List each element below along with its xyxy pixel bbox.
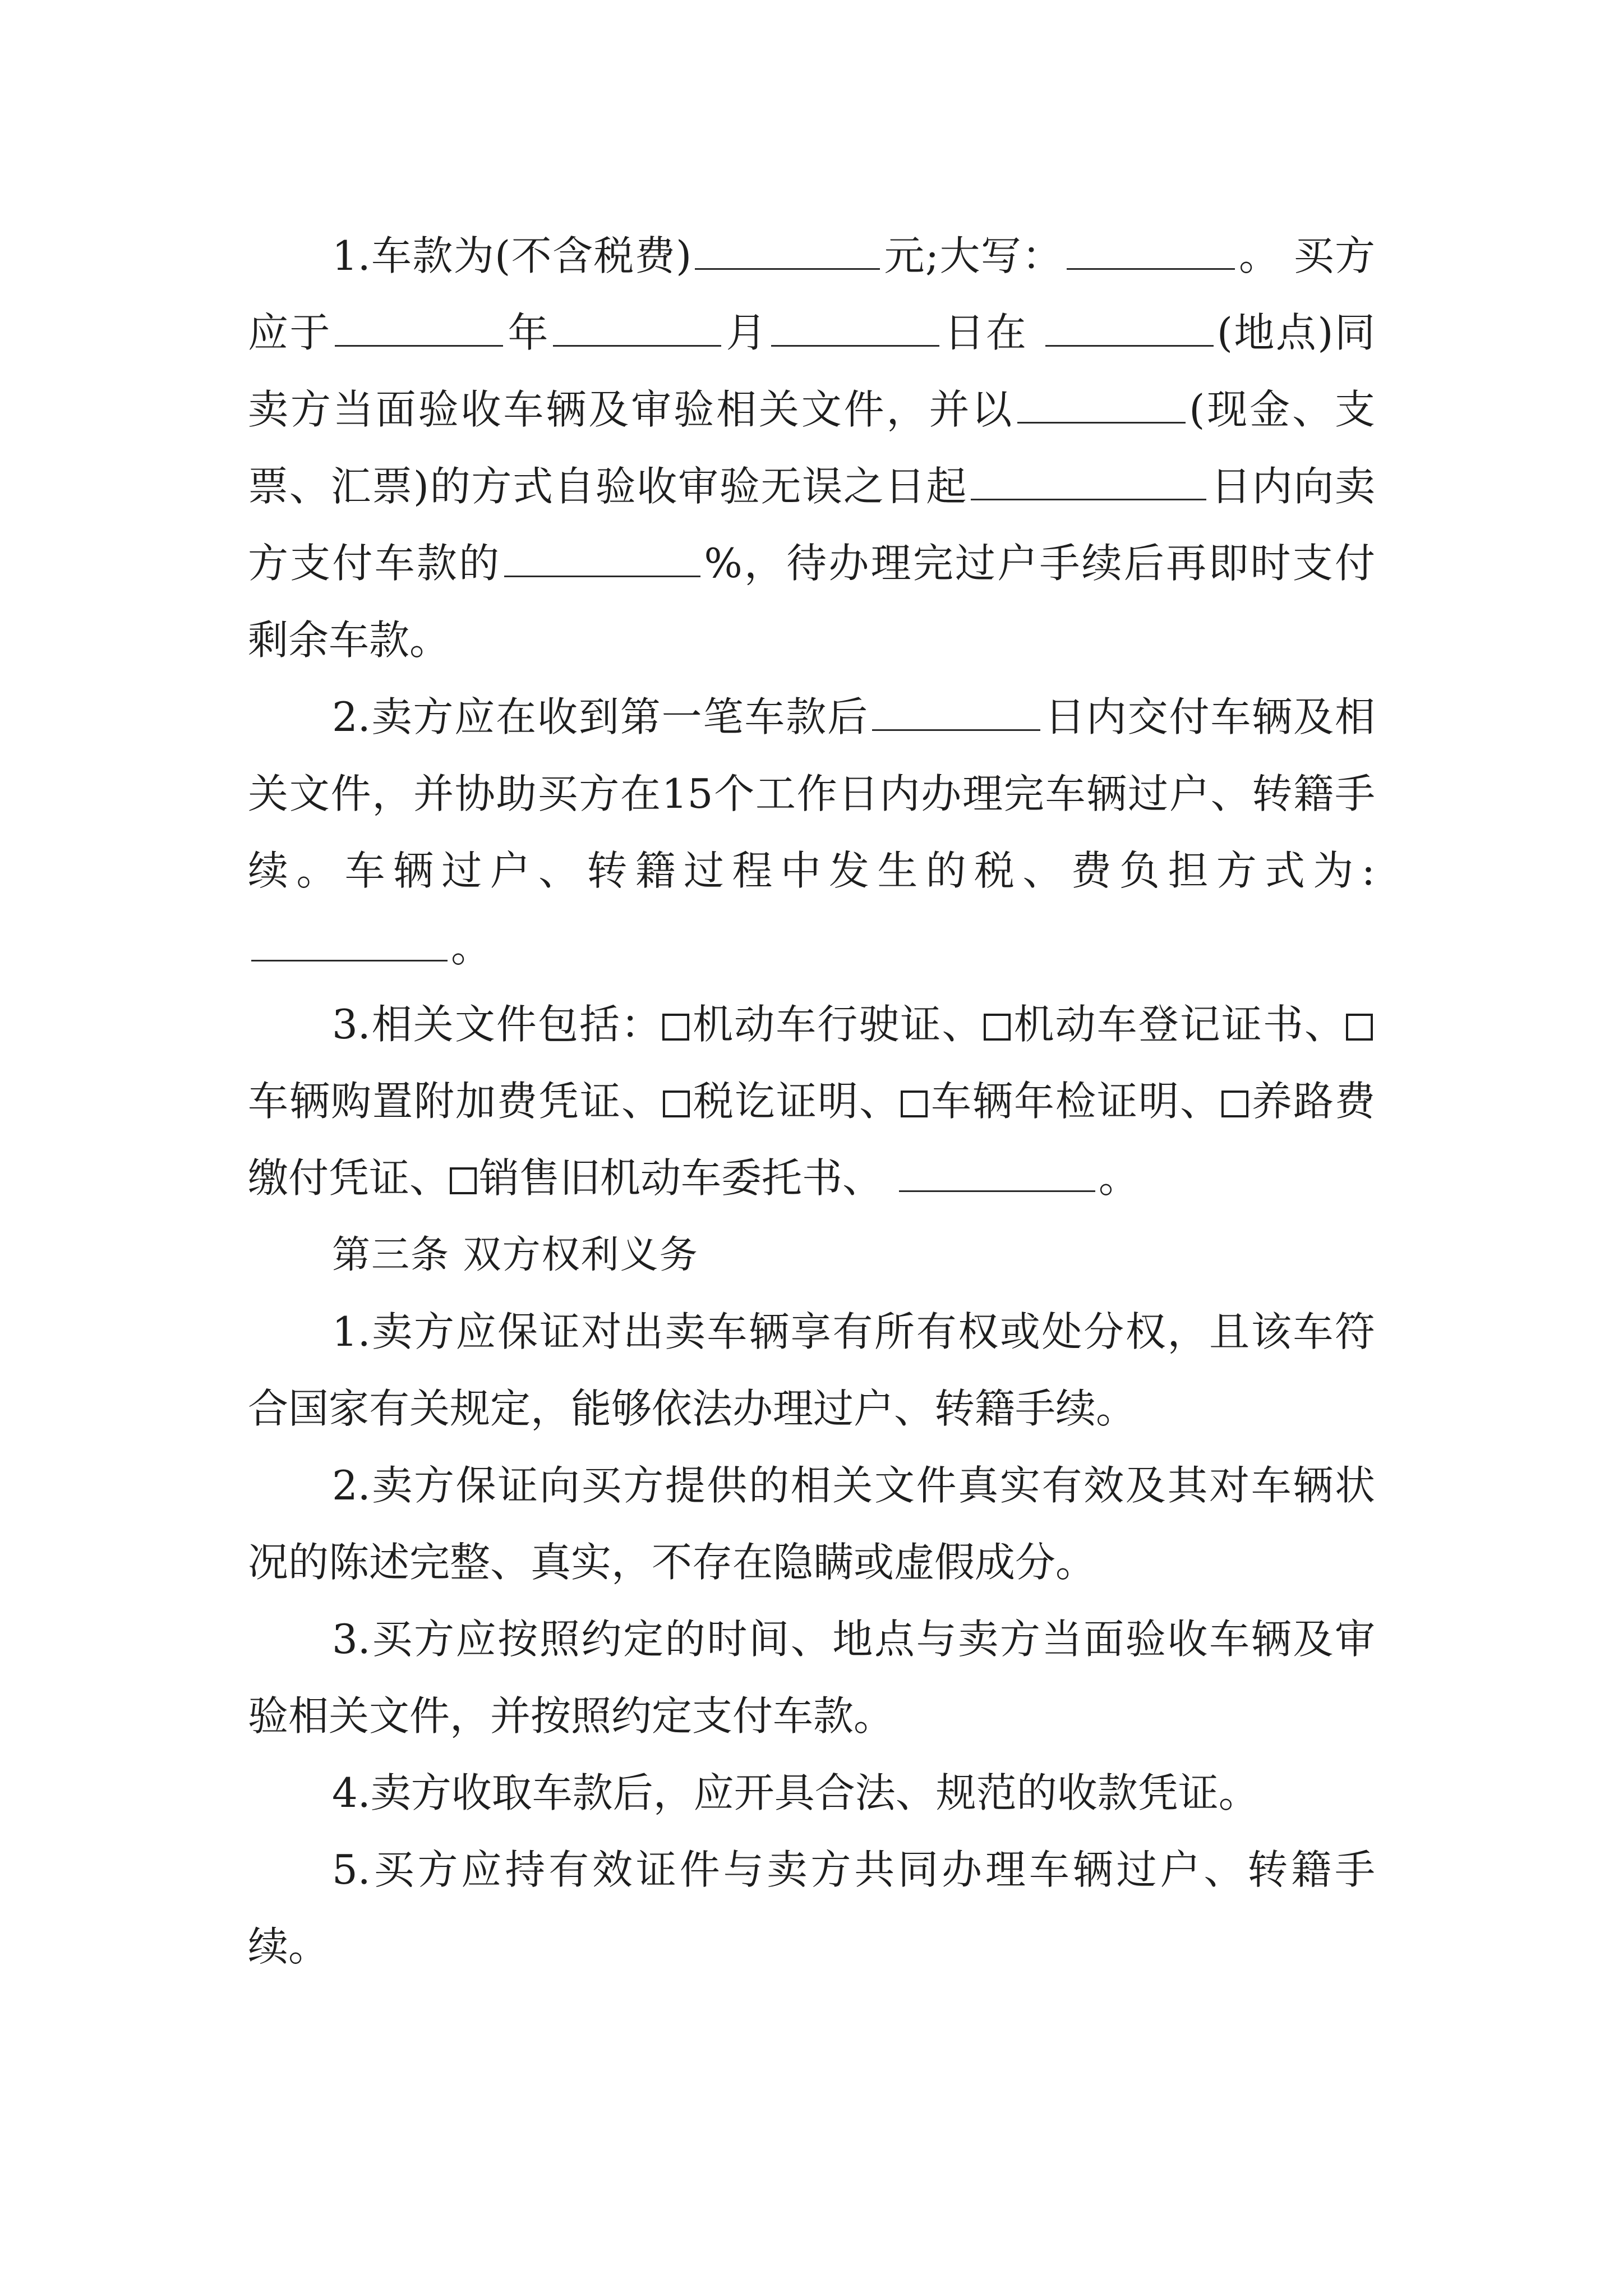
clause-text: 买方应于 <box>248 232 1375 356</box>
blank-field <box>1067 234 1235 270</box>
clause-text: 日内向卖方支付车款的 <box>248 463 1375 587</box>
clause-text: 日内交付车辆及相关文件，并协助买方在15个工作日内办理完车辆过户、转籍手续。车辆过户、转籍过程中发生的税、费负担方式为: <box>248 693 1375 894</box>
obligation-item: 4.卖方收取车款后，应开具合法、规范的收款凭证。 <box>332 1769 1259 1816</box>
blank-field <box>1045 311 1214 347</box>
blank-field <box>971 465 1206 500</box>
clause-text: 元;大写： <box>883 232 1063 279</box>
blank-field <box>553 311 721 347</box>
document-item: 车辆购置附加费凭证、 <box>248 1078 663 1125</box>
blank-field <box>899 1157 1095 1192</box>
clause-payment <box>248 218 1375 679</box>
document-item: 车辆年检证明、 <box>929 1078 1221 1125</box>
obligation-item: 5.买方应持有效证件与卖方共同办理车辆过户、转籍手续。 <box>248 1846 1375 1970</box>
document-item: 税讫证明、 <box>691 1078 901 1125</box>
document-page <box>248 218 1375 1985</box>
clause-text: %，待办理完过户手续后再即时支付剩余车款。 <box>248 540 1375 664</box>
clause-delivery <box>248 679 1375 986</box>
obligation-item: 3.买方应按照约定的时间、地点与卖方当面验收车辆及审验相关文件，并按照约定支付车款。 <box>248 1616 1375 1740</box>
checkbox-icon <box>901 1091 928 1117</box>
clause-text: 3.相关文件包括： <box>332 1001 663 1048</box>
clause-text: 。 <box>1098 1154 1139 1202</box>
document-item: 机动车登记证书、 <box>1012 1001 1346 1048</box>
document-item: 机动车行驶证、 <box>691 1001 984 1048</box>
checkbox-icon <box>1346 1014 1373 1041</box>
section-title: 第三条 双方权利义务 <box>332 1233 699 1277</box>
obligation-item: 2.卖方保证向买方提供的相关文件真实有效及其对车辆状况的陈述完整、真实，不存在隐瞒或虚假成分。 <box>248 1462 1375 1586</box>
clause-documents <box>248 986 1375 1217</box>
document-item: 养路费缴付凭证、 <box>248 1078 1375 1202</box>
checkbox-icon <box>984 1014 1011 1041</box>
checkbox-icon <box>450 1167 477 1194</box>
obligation-item: 1.卖方应保证对出卖车辆享有所有权或处分权，且该车符合国家有关规定，能够依法办理过户、转籍手续。 <box>248 1308 1375 1432</box>
clause-text: 1.车款为(不含税费) <box>332 232 692 279</box>
clause-text: 。 <box>451 924 492 971</box>
clause-text: (地点)同卖方当面验收车辆及审验相关文件，并以 <box>248 309 1375 433</box>
clause-text: 。 <box>1238 232 1280 279</box>
blank-field <box>504 542 700 577</box>
blank-field <box>251 926 448 961</box>
document-item: 销售旧机动车委托书、 <box>479 1154 883 1202</box>
clause-text: (现金、支票、汇票)的方式自验收审验无误之日起 <box>248 386 1375 510</box>
blank-field <box>771 311 939 347</box>
blank-field <box>1017 388 1186 424</box>
checkbox-icon <box>1221 1091 1248 1117</box>
blank-field <box>695 234 880 270</box>
clause-text: 2.卖方应在收到第一笔车款后 <box>332 693 869 740</box>
clause-text: 月 <box>724 309 768 356</box>
checkbox-icon <box>662 1014 689 1041</box>
clause-text: 年 <box>506 309 550 356</box>
checkbox-icon <box>663 1091 690 1117</box>
clause-text: 日在 <box>942 309 1028 356</box>
blank-field <box>872 696 1040 731</box>
blank-field <box>335 311 503 347</box>
